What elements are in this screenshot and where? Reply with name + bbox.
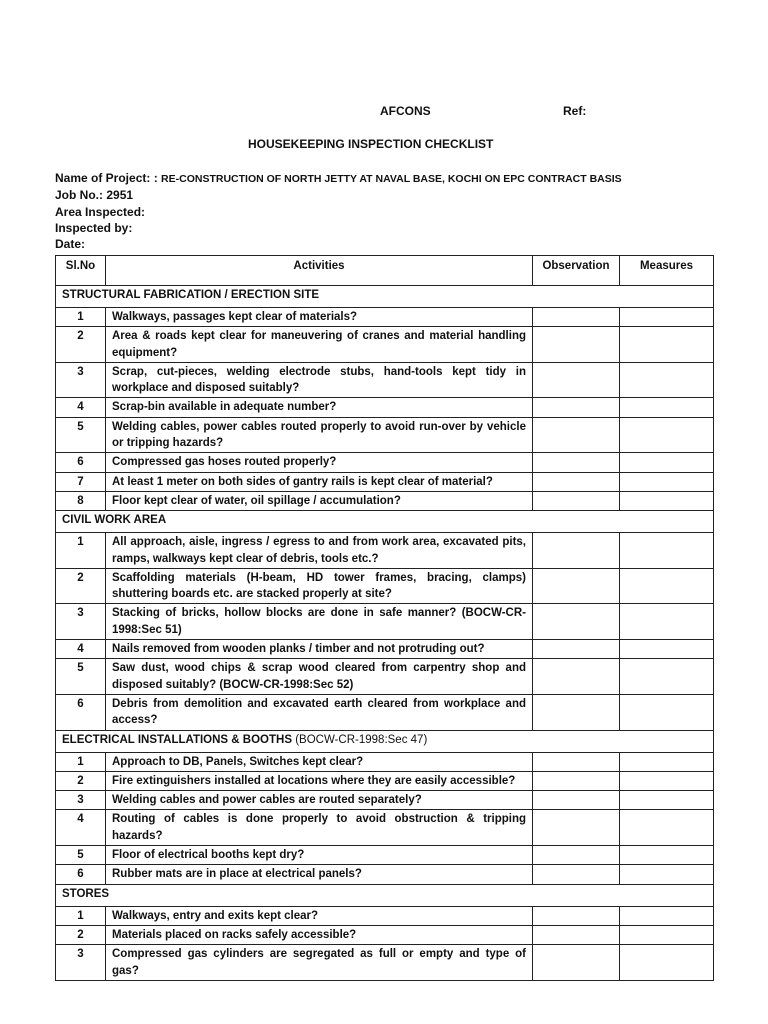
table-row <box>56 417 714 453</box>
measures-cell[interactable] <box>620 846 714 865</box>
measures-cell[interactable] <box>620 604 714 640</box>
table-header-row <box>56 256 714 286</box>
observation-cell[interactable] <box>533 659 620 695</box>
date-row <box>55 236 622 252</box>
project-value: RE-CONSTRUCTION OF NORTH JETTY AT NAVAL BASE, KOCHI ON EPC CONTRACT BASIS <box>161 173 622 185</box>
item-number: 3 <box>56 945 106 981</box>
activity-text: Debris from demolition and excavated earth cleared from workplace and access? <box>106 694 533 730</box>
observation-cell[interactable] <box>533 453 620 472</box>
ref-label: Ref: <box>563 104 587 118</box>
table-row <box>56 906 714 925</box>
table-row <box>56 453 714 472</box>
activity-text: Routing of cables is done properly to avoid obstruction & tripping hazards? <box>106 810 533 846</box>
section-row <box>56 286 714 308</box>
item-number: 5 <box>56 417 106 453</box>
measures-cell[interactable] <box>620 640 714 659</box>
item-number: 2 <box>56 771 106 790</box>
table-row <box>56 604 714 640</box>
table-row <box>56 640 714 659</box>
observation-cell[interactable] <box>533 308 620 327</box>
measures-cell[interactable] <box>620 925 714 944</box>
measures-cell[interactable] <box>620 659 714 695</box>
item-number: 2 <box>56 925 106 944</box>
item-number: 3 <box>56 791 106 810</box>
item-number: 1 <box>56 308 106 327</box>
table-row <box>56 810 714 846</box>
observation-cell[interactable] <box>533 472 620 491</box>
activity-text: Welding cables, power cables routed properly to avoid run-over by vehicle or tripping hazards? <box>106 417 533 453</box>
header-activities: Activities <box>106 256 533 286</box>
item-number: 3 <box>56 362 106 398</box>
activity-text: Stacking of bricks, hollow blocks are done in safe manner? (BOCW-CR-1998:Sec 51) <box>106 604 533 640</box>
item-number: 1 <box>56 752 106 771</box>
item-number: 2 <box>56 568 106 604</box>
measures-cell[interactable] <box>620 417 714 453</box>
table-row <box>56 694 714 730</box>
project-meta <box>55 170 622 252</box>
checklist-body <box>56 286 714 981</box>
activity-text: Welding cables and power cables are routed separately? <box>106 791 533 810</box>
measures-cell[interactable] <box>620 327 714 363</box>
observation-cell[interactable] <box>533 491 620 510</box>
measures-cell[interactable] <box>620 308 714 327</box>
inspected-label: Inspected by: <box>55 220 133 235</box>
measures-cell[interactable] <box>620 491 714 510</box>
table-row <box>56 308 714 327</box>
measures-cell[interactable] <box>620 752 714 771</box>
table-row <box>56 362 714 398</box>
item-number: 6 <box>56 453 106 472</box>
section-title: STORES <box>62 887 110 900</box>
measures-cell[interactable] <box>620 453 714 472</box>
item-number: 6 <box>56 694 106 730</box>
observation-cell[interactable] <box>533 694 620 730</box>
item-number: 3 <box>56 604 106 640</box>
item-number: 4 <box>56 810 106 846</box>
observation-cell[interactable] <box>533 327 620 363</box>
measures-cell[interactable] <box>620 865 714 884</box>
observation-cell[interactable] <box>533 752 620 771</box>
activity-text: Walkways, entry and exits kept clear? <box>106 906 533 925</box>
item-number: 4 <box>56 398 106 417</box>
measures-cell[interactable] <box>620 568 714 604</box>
item-number: 6 <box>56 865 106 884</box>
activity-text: Scrap-bin available in adequate number? <box>106 398 533 417</box>
area-inspected-row <box>55 204 622 220</box>
activity-text: Walkways, passages kept clear of materials? <box>106 308 533 327</box>
job-number-row <box>55 187 622 203</box>
job-value: 2951 <box>106 188 134 203</box>
measures-cell[interactable] <box>620 533 714 569</box>
activity-text: Approach to DB, Panels, Switches kept clear? <box>106 752 533 771</box>
table-row <box>56 865 714 884</box>
measures-cell[interactable] <box>620 694 714 730</box>
item-number: 8 <box>56 491 106 510</box>
activity-text: Scaffolding materials (H-beam, HD tower frames, bracing, clamps) shuttering boards etc. are stacked properly at site? <box>106 568 533 604</box>
section-row <box>56 511 714 533</box>
item-number: 1 <box>56 906 106 925</box>
table-row <box>56 327 714 363</box>
activity-text: All approach, aisle, ingress / egress to and from work area, excavated pits, ramps, walkways kept clear of debris, tools etc.? <box>106 533 533 569</box>
activity-text: Rubber mats are in place at electrical panels? <box>106 865 533 884</box>
date-label: Date: <box>55 237 86 252</box>
table-row <box>56 925 714 944</box>
measures-cell[interactable] <box>620 472 714 491</box>
header-sl-no: Sl.No <box>56 256 106 286</box>
activity-text: Scrap, cut-pieces, welding electrode stubs, hand-tools kept tidy in workplace and disposed suitably? <box>106 362 533 398</box>
header-measures: Measures <box>620 256 714 286</box>
table-row <box>56 533 714 569</box>
activity-text: Fire extinguishers installed at locations where they are easily accessible? <box>106 771 533 790</box>
table-row <box>56 752 714 771</box>
section-heading <box>56 730 714 752</box>
activity-text: Nails removed from wooden planks / timber and not protruding out? <box>106 640 533 659</box>
company-name: AFCONS <box>380 104 431 118</box>
section-heading <box>56 884 714 906</box>
header-observation: Observation <box>533 256 620 286</box>
project-name-row <box>55 170 622 187</box>
item-number: 2 <box>56 327 106 363</box>
observation-cell[interactable] <box>533 791 620 810</box>
measures-cell[interactable] <box>620 398 714 417</box>
inspected-by-row <box>55 220 622 236</box>
measures-cell[interactable] <box>620 906 714 925</box>
observation-cell[interactable] <box>533 398 620 417</box>
measures-cell[interactable] <box>620 791 714 810</box>
item-number: 5 <box>56 846 106 865</box>
activity-text: Area & roads kept clear for maneuvering of cranes and material handling equipment? <box>106 327 533 363</box>
item-number: 5 <box>56 659 106 695</box>
section-title: STRUCTURAL FABRICATION / ERECTION SITE <box>62 289 320 301</box>
section-heading <box>56 511 714 533</box>
observation-cell[interactable] <box>533 771 620 790</box>
observation-cell[interactable] <box>533 604 620 640</box>
activity-text: Compressed gas cylinders are segregated as full or empty and type of gas? <box>106 945 533 981</box>
measures-cell[interactable] <box>620 810 714 846</box>
observation-cell[interactable] <box>533 945 620 981</box>
observation-cell[interactable] <box>533 846 620 865</box>
table-row <box>56 659 714 695</box>
observation-cell[interactable] <box>533 906 620 925</box>
table-row <box>56 491 714 510</box>
table-row <box>56 398 714 417</box>
table-row <box>56 568 714 604</box>
section-title: ELECTRICAL INSTALLATIONS & BOOTHS <box>62 733 292 746</box>
observation-cell[interactable] <box>533 533 620 569</box>
activity-text: Floor kept clear of water, oil spillage / accumulation? <box>106 491 533 510</box>
area-label: Area Inspected: <box>55 204 146 219</box>
observation-cell[interactable] <box>533 925 620 944</box>
observation-cell[interactable] <box>533 640 620 659</box>
activity-text: Saw dust, wood chips & scrap wood cleared from carpentry shop and disposed suitably? (BOCW-CR-1998:Sec 52) <box>106 659 533 695</box>
observation-cell[interactable] <box>533 362 620 398</box>
section-row <box>56 730 714 752</box>
section-heading <box>56 286 714 308</box>
table-row <box>56 945 714 981</box>
item-number: 4 <box>56 640 106 659</box>
activity-text: Materials placed on racks safely accessible? <box>106 925 533 944</box>
table-row <box>56 846 714 865</box>
project-label: Name of Project: : <box>55 171 158 185</box>
inspection-checklist-table <box>55 255 714 981</box>
observation-cell[interactable] <box>533 417 620 453</box>
section-reference: (BOCW-CR-1998:Sec 47) <box>292 733 428 746</box>
observation-cell[interactable] <box>533 568 620 604</box>
activity-text: At least 1 meter on both sides of gantry rails is kept clear of material? <box>106 472 533 491</box>
document-title: HOUSEKEEPING INSPECTION CHECKLIST <box>248 137 494 151</box>
table-row <box>56 472 714 491</box>
item-number: 7 <box>56 472 106 491</box>
table-row <box>56 771 714 790</box>
measures-cell[interactable] <box>620 362 714 398</box>
measures-cell[interactable] <box>620 771 714 790</box>
activity-text: Compressed gas hoses routed properly? <box>106 453 533 472</box>
measures-cell[interactable] <box>620 945 714 981</box>
observation-cell[interactable] <box>533 865 620 884</box>
section-row <box>56 884 714 906</box>
section-title: CIVIL WORK AREA <box>62 514 167 527</box>
job-label: Job No.: <box>55 188 103 203</box>
activity-text: Floor of electrical booths kept dry? <box>106 846 533 865</box>
table-row <box>56 791 714 810</box>
item-number: 1 <box>56 533 106 569</box>
observation-cell[interactable] <box>533 810 620 846</box>
